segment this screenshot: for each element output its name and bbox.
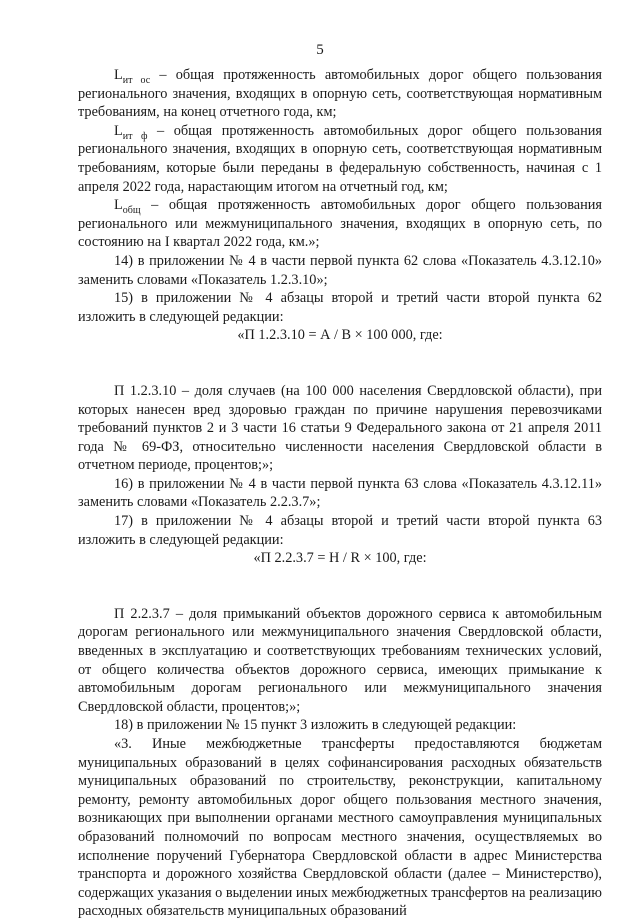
- definition-l-obsch: [78, 196, 602, 252]
- item-18: 18) в приложении № 15 пункт 3 изложить в следующей редакции:: [114, 717, 517, 734]
- symbol-l: L: [114, 67, 123, 83]
- item-17: 17) в приложении № 4 абзацы второй и третий части второй пункта 63 изложить в следующей редакции:: [78, 513, 602, 548]
- symbol-l: L: [114, 122, 123, 139]
- definition-l-it-f: [78, 122, 602, 196]
- definition-text: – общая протяженность автомобильных дорог общего пользования регионального значения, входящих в опорную сеть, соответствующая нормативным требованиям, которые были переданы в федеральную собственность, начиная с 1 апреля 2022 года, нарастающим итогом на отчетный год, км;: [78, 122, 603, 195]
- item-16: 16) в приложении № 4 в части первой пункта 63 слова «Показатель 4.3.12.11» заменить словами «Показатель 2.2.3.7»;: [78, 475, 602, 511]
- definition-p-1-2-3-10: П 1.2.3.10 – доля случаев (на 100 000 населения Свердловской области), при которых нанесен вред здоровью граждан по причине нарушения перевозчиками требований пунктов 2 и 3 части 16 статьи 9 Федерального закона от 21 апреля 2011 года № 69-ФЗ, относительно численности населения Свердловской области в отчетном периоде, процентов;»;: [78, 382, 602, 474]
- definition-l-it-os: [78, 66, 602, 122]
- item-14: 14) в приложении № 4 в части первой пункта 62 слова «Показатель 4.3.12.10» заменить словами «Показатель 1.2.3.10»;: [78, 252, 602, 288]
- symbol-subscript: ит ос: [122, 74, 151, 86]
- symbol-l: L: [114, 197, 123, 214]
- definition-text: – общая протяженность автомобильных дорог общего пользования регионального или межмуниципального значения, входящих в опорную сеть, по состоянию на I квартал 2022 года, км.»;: [78, 197, 602, 251]
- definition-text: – общая протяженность автомобильных дорог общего пользования регионального значения, входящих в опорную сеть, соответствующая нормативным требованиям, на конец отчетного года, км;: [78, 67, 602, 121]
- page-number: 5: [316, 42, 324, 58]
- item-18-text: «3. Иные межбюджетные трансферты предоставляются бюджетам муниципальных образований в целях софинансирования расходных обязательств муниципальных образований по строительству, реконструкции, капитальному ремонту, ремонту автомобильных дорог общего пользования местного значения, возникающих при выполнении органами местного самоуправления муниципальных образований полномочий по вопросам местного значения, осуществляемых во исполнение поручений Губернатора Свердловской области в адрес Министерства транспорта и дорожного хозяйства Свердловской области (далее – Министерство), содержащих указания о выделении иных межбюджетных трансфертов на реализацию расходных обязательств муниципальных образований: [78, 736, 602, 920]
- symbol-subscript: общ: [122, 205, 141, 217]
- formula-p-1-2-3-10: «П 1.2.3.10 = А / В × 100 000, где:: [237, 327, 443, 344]
- definition-p-2-2-3-7: П 2.2.3.7 – доля примыканий объектов дорожного сервиса к автомобильным дорогам регионального или межмуниципального значения Свердловской области, введенных в эксплуатацию и соответствующих требованиям технических условий, от общего количества объектов дорожного сервиса, имеющих примыкание к автомобильным дорогам регионального или межмуниципального значения Свердловской области, процентов;»;: [78, 605, 602, 715]
- document-body: [78, 66, 602, 921]
- symbol-subscript: ит ф: [122, 130, 148, 142]
- formula-p-2-2-3-7: «П 2.2.3.7 = Н / R × 100, где:: [253, 550, 427, 567]
- item-15: 15) в приложении № 4 абзацы второй и третий части второй пункта 62 изложить в следующей редакции:: [78, 290, 602, 325]
